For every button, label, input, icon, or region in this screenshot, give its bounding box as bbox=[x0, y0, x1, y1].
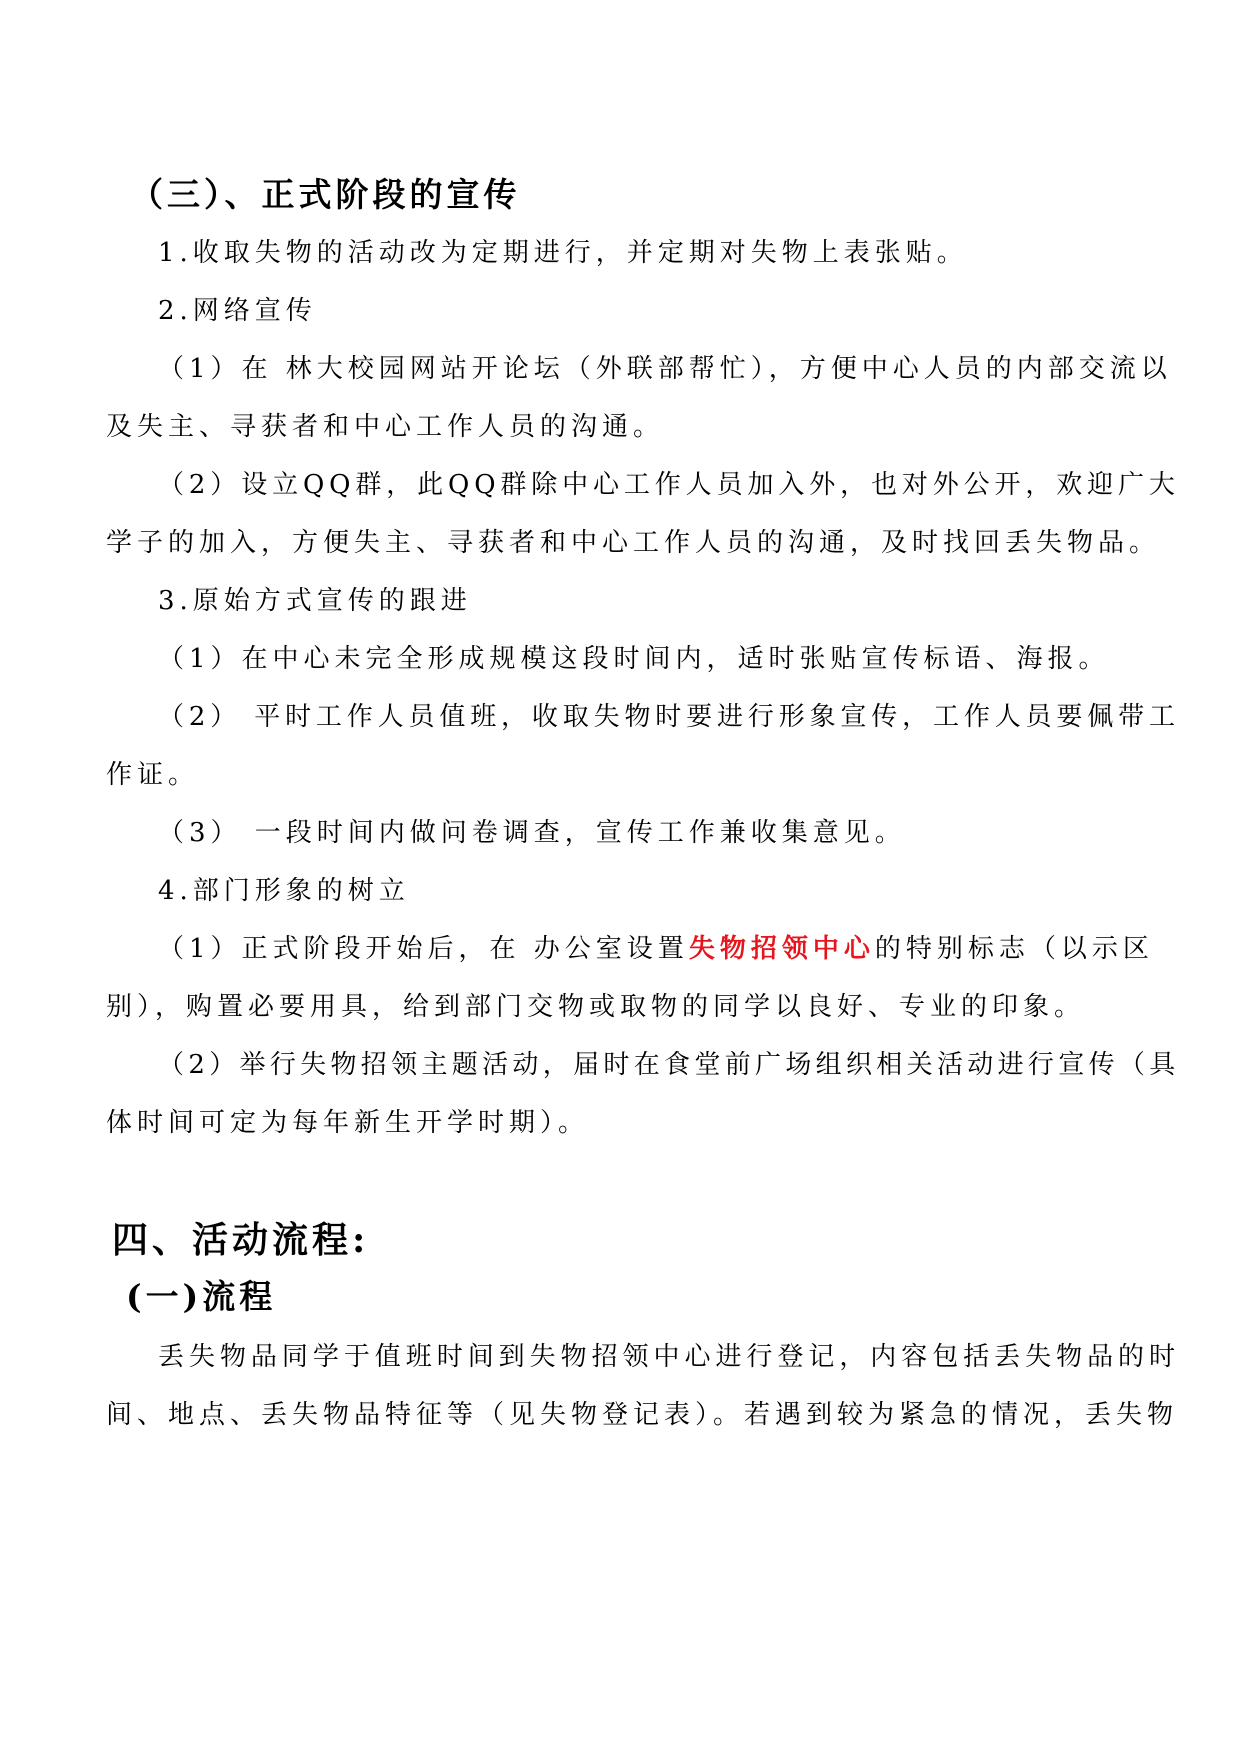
item-4-1-text-after: 的特别标志（以示区 bbox=[874, 934, 1154, 964]
item-2-1-line-2: 及失主、寻获者和中心工作人员的沟通。 bbox=[106, 412, 665, 442]
flow-line-1: 丢失物品同学于值班时间到失物招领中心进行登记，内容包括丢失物品的时 bbox=[158, 1342, 1181, 1372]
item-2-2-line-1: （2）设立QQ群，此QQ群除中心工作人员加入外，也对外公开，欢迎广大 bbox=[158, 470, 1180, 500]
item-2-2-line-2: 学子的加入，方便失主、寻获者和中心工作人员的沟通，及时找回丢失物品。 bbox=[106, 528, 1161, 558]
item-3-2-line-1: （2） 平时工作人员值班，收取失物时要进行形象宣传，工作人员要佩带工 bbox=[158, 702, 1180, 732]
item-3-1: （1）在中心未完全形成规模这段时间内，适时张贴宣传标语、海报。 bbox=[158, 644, 1110, 674]
item-4-1-text-before: （1）正式阶段开始后，在 办公室设置 bbox=[158, 934, 689, 964]
item-1: 1.收取失物的活动改为定期进行，并定期对失物上表张贴。 bbox=[158, 238, 968, 268]
item-4-2-line-1: （2）举行失物招领主题活动，届时在食堂前广场组织相关活动进行宣传（具 bbox=[158, 1050, 1180, 1080]
item-4-2-line-2: 体时间可定为每年新生开学时期）。 bbox=[106, 1108, 590, 1138]
flow-line-2: 间、地点、丢失物品特征等（见失物登记表）。若遇到较为紧急的情况，丢失物 bbox=[106, 1400, 1179, 1430]
item-2-title: 2.网络宣传 bbox=[158, 296, 317, 326]
item-4-1-line-1 bbox=[158, 932, 1154, 966]
item-3-2-line-2: 作证。 bbox=[106, 760, 200, 790]
subsection-1-heading: (一)流程 bbox=[126, 1277, 277, 1316]
item-4-title: 4.部门形象的树立 bbox=[158, 876, 410, 906]
item-3-title: 3.原始方式宣传的跟进 bbox=[158, 586, 472, 616]
lost-and-found-highlight: 失物招领中心 bbox=[688, 934, 875, 964]
item-4-1-line-2: 别），购置必要用具，给到部门交物或取物的同学以良好、专业的印象。 bbox=[106, 992, 1086, 1022]
section-4-heading: 四、活动流程: bbox=[112, 1219, 370, 1261]
item-3-3: （3） 一段时间内做问卷调查，宣传工作兼收集意见。 bbox=[158, 818, 906, 848]
section-3-heading: （三）、正式阶段的宣传 bbox=[130, 175, 521, 214]
item-2-1-line-1: （1）在 林大校园网站开论坛（外联部帮忙），方便中心人员的内部交流以 bbox=[158, 354, 1172, 384]
